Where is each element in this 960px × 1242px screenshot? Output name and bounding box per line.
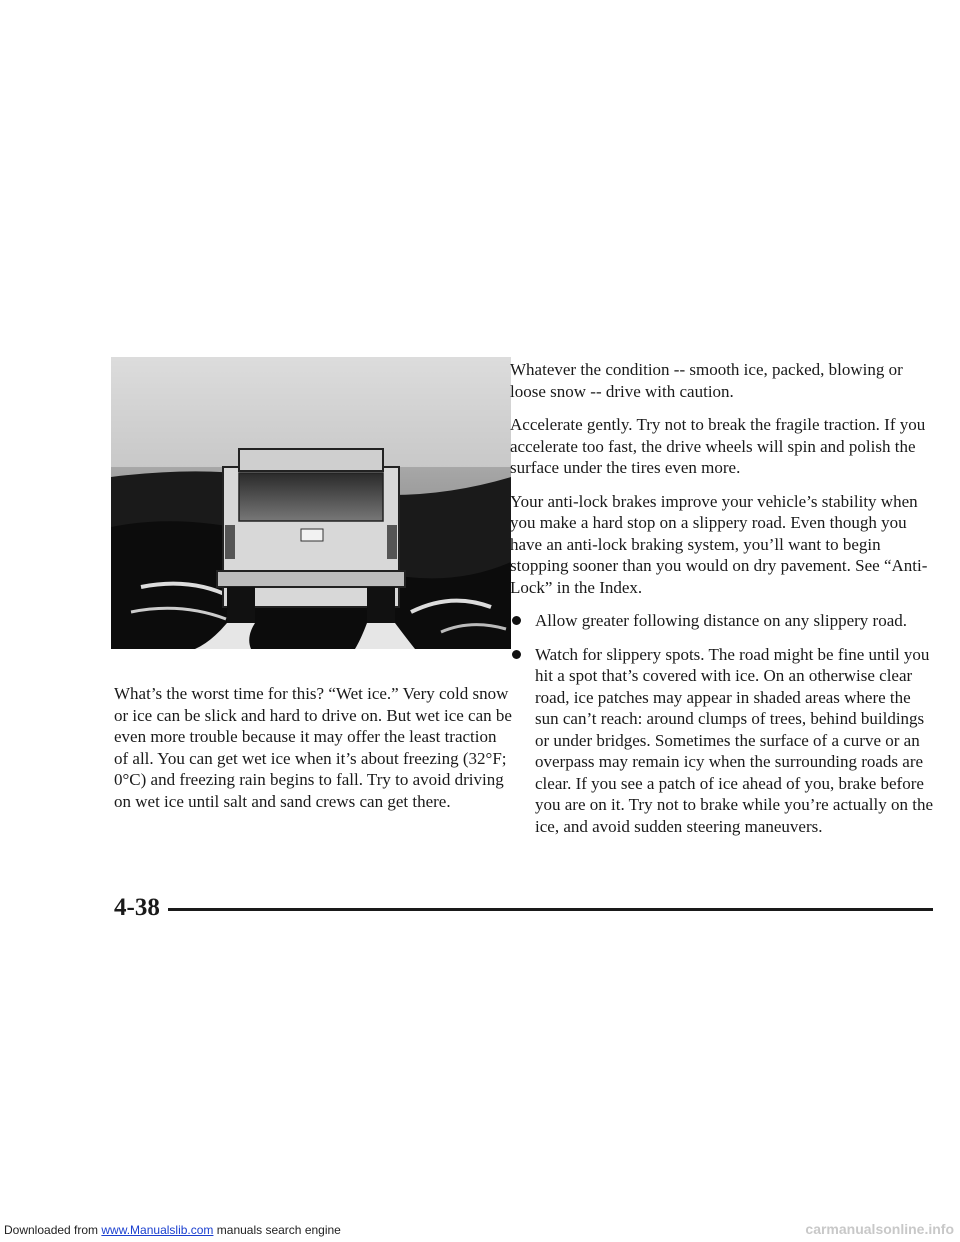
right-column [510, 359, 935, 849]
bullet-text: Watch for slippery spots. The road might be fine until you hit a spot that’s covered with ice. On an otherwise clear road, ice patches may appear in shaded areas where the sun can’t reach: around clumps of trees, behind buildings or under bridges. Sometimes the surface of a curve or an overpass may remain icy when the surrounding roads are clear. If you see a patch of ice ahead of you, brake before you are on it. Try not to brake while you’re actually on the ice, and avoid sudden steering maneuvers. [535, 644, 933, 836]
bullet-text: Allow greater following distance on any slippery road. [535, 611, 908, 630]
banner-suffix: manuals search engine [213, 1223, 341, 1237]
wet-ice-caption [114, 683, 514, 812]
left-paragraph: What’s the worst time for this? “Wet ice.” Very cold snow or ice can be slick and hard to drive on. But wet ice can be even more trouble because it may offer the least traction of all. You can get wet ice when it’s about freezing (32°F; 0°C) and freezing rain begins to fall. Try to avoid driving on wet ice until salt and sand crews can get there. [114, 684, 512, 811]
list-item [510, 644, 935, 838]
download-banner [4, 1223, 341, 1237]
manualslib-link[interactable]: www.Manualslib.com [101, 1223, 214, 1237]
truck-on-wet-ice-illustration [111, 357, 511, 649]
footer-rule [168, 908, 933, 911]
banner-prefix: Downloaded from [4, 1223, 102, 1237]
right-paragraph-3: Your anti-lock brakes improve your vehicle’s stability when you make a hard stop on a slippery road. Even though you have an anti-lock braking system, you’ll want to begin stopping sooner than you would on dry pavement. See “Anti-Lock” in the Index. [510, 491, 928, 597]
bullet-list [510, 610, 935, 837]
right-paragraph-1: Whatever the condition -- smooth ice, packed, blowing or loose snow -- drive with caution. [510, 360, 903, 401]
bullet-icon [512, 650, 521, 659]
list-item [510, 610, 935, 632]
bullet-icon [512, 616, 521, 625]
page-number: 4-38 [114, 894, 160, 921]
right-paragraph-2: Accelerate gently. Try not to break the fragile traction. If you accelerate too fast, the drive wheels will spin and polish the surface under the tires even more. [510, 415, 926, 477]
site-watermark: carmanualsonline.info [805, 1221, 954, 1237]
truck-illustration-svg [111, 357, 511, 649]
